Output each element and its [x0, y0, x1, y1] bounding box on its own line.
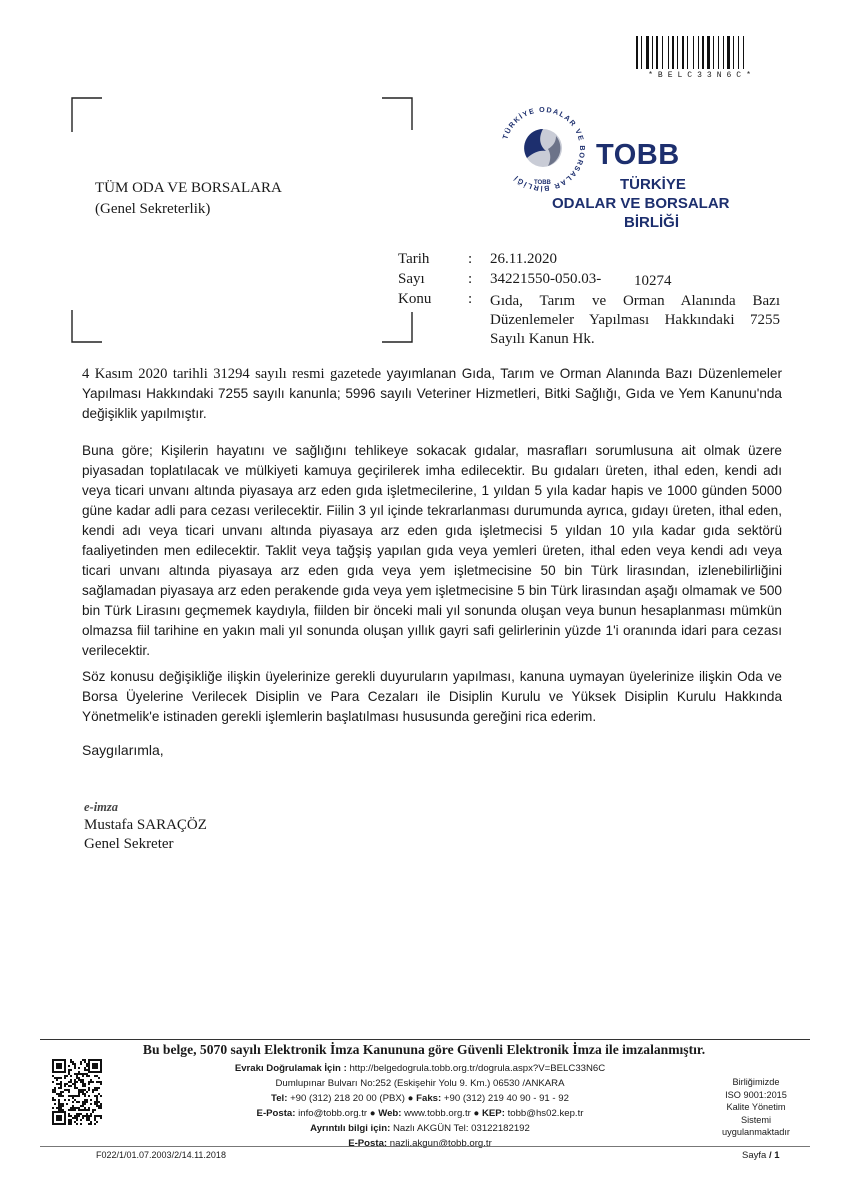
barcode-bar: [733, 36, 734, 69]
barcode-bar: [718, 36, 719, 69]
web-value[interactable]: www.tobb.org.tr: [404, 1108, 471, 1119]
page-label: Sayfa: [742, 1150, 767, 1161]
recipient-name: TÜM ODA VE BORSALARA: [95, 180, 282, 196]
barcode-bar: [668, 36, 669, 69]
iso-line-4: Sistemi: [740, 1114, 772, 1125]
bullet-icon: ●: [473, 1108, 480, 1119]
info-value: Nazlı AKGÜN Tel: 03122182192: [392, 1123, 530, 1134]
address-window-marks: [70, 96, 420, 346]
barcode-bar: [646, 36, 649, 69]
barcode-bar: [698, 36, 699, 69]
footer-phone-line: [150, 1091, 690, 1106]
barcode-bar: [735, 36, 737, 69]
fax-value: +90 (312) 219 40 90 - 91 - 92: [443, 1093, 569, 1104]
paragraph-1: [82, 364, 782, 424]
footer-contact-block: [150, 1061, 690, 1151]
number-value: 34221550-050.03-: [490, 271, 602, 287]
logo-line-turkiye: TÜRKİYE: [620, 176, 686, 193]
fax-label: Faks:: [416, 1093, 442, 1104]
tel-value: +90 (312) 218 20 00 (PBX): [290, 1093, 405, 1104]
verification-qr-code-icon: [52, 1059, 102, 1125]
subject-colon: :: [468, 291, 473, 307]
subject-label: Konu: [398, 291, 432, 307]
signatory-name: Mustafa SARAÇÖZ: [84, 817, 207, 833]
paragraph-1-rest: yayımlanan Gıda, Tarım ve Orman Alanında Bazı Düzenlemeler Yapılması Hakkındaki 7255 sayılı kanunla; 5996 sayılı Veteriner Hizmetleri, Bitki Sağlığı, Gıda ve Yem Kanunu'nda değişiklik yapılmıştır.: [82, 366, 782, 421]
kep-value: tobb@hs02.kep.tr: [507, 1108, 584, 1119]
logo-line-odalar: ODALAR VE BORSALAR: [552, 195, 730, 212]
paragraph-3: [82, 667, 782, 727]
barcode-bar: [664, 36, 667, 69]
barcode-bar: [670, 36, 671, 69]
barcode-bar: [662, 36, 663, 69]
barcode-bar: [636, 36, 638, 69]
iso-line-2: ISO 9001:2015: [725, 1089, 787, 1100]
barcode-bar: [743, 36, 744, 69]
footer-divider: [40, 1039, 810, 1040]
barcode-bar: [641, 36, 642, 69]
iso-line-1: Birliğimizde: [732, 1077, 780, 1087]
barcode-bar: [731, 36, 732, 69]
barcode-code: *BELC33N6C*: [648, 71, 756, 80]
bullet-icon: ●: [407, 1093, 414, 1104]
footer-web-line: [150, 1106, 690, 1121]
barcode-bar: [675, 36, 676, 69]
barcode-bar: [727, 36, 730, 69]
logo-line-birligi: BİRLİĞİ: [624, 214, 679, 231]
barcode-bar: [685, 36, 686, 69]
barcode-bar: [682, 36, 684, 69]
barcode-bar: [725, 36, 726, 69]
bullet-icon: ●: [369, 1108, 376, 1119]
document-barcode: [636, 36, 768, 82]
footer-esignature-notice: Bu belge, 5070 sayılı Elektronik İmza Kanununa göre Güvenli Elektronik İmza ile imzalanmıştır.: [142, 1042, 706, 1057]
barcode-bar: [687, 36, 688, 69]
footer-info-line: [150, 1121, 690, 1136]
iso-certification-note: [706, 1076, 806, 1139]
barcode-bar: [679, 36, 681, 69]
e-signature-mark: e-imza: [84, 800, 119, 814]
barcode-bar: [677, 36, 678, 69]
tobb-wordmark: TOBB: [596, 139, 680, 171]
date-label: Tarih: [398, 251, 430, 267]
barcode-bar: [672, 36, 674, 69]
barcode-bar: [715, 36, 717, 69]
recipient-department: (Genel Sekreterlik): [95, 201, 211, 217]
tobb-emblem-icon: [496, 102, 590, 196]
logo-ring-text: TÜRKİYE ODALAR VE BORSALAR BİRLİĞİ: [500, 104, 588, 194]
page-number: [742, 1150, 780, 1161]
barcode-bar: [720, 36, 722, 69]
barcode-bar: [639, 36, 640, 69]
footer-address: Dumlupınar Bulvarı No:252 (Eskişehir Yolu 9. Km.) 06530 /ANKARA: [275, 1078, 565, 1089]
email-value[interactable]: info@tobb.org.tr: [298, 1108, 368, 1119]
barcode-bar: [713, 36, 714, 69]
barcode-bar: [707, 36, 710, 69]
barcode-bar: [711, 36, 712, 69]
barcode-bar: [652, 36, 653, 69]
number-suffix: 10274: [634, 273, 672, 289]
barcode-bar: [745, 36, 746, 69]
barcode-bar: [705, 36, 706, 69]
date-value: 26.11.2020: [490, 251, 557, 267]
number-colon: :: [468, 271, 473, 287]
barcode-bar: [689, 36, 692, 69]
verify-label: Evrakı Doğrulamak İçin :: [234, 1063, 347, 1074]
barcode-bar: [723, 36, 724, 69]
barcode-bar: [740, 36, 742, 69]
barcode-bar: [656, 36, 658, 69]
kep-label: KEP:: [481, 1108, 505, 1119]
iso-line-5: uygulanmaktadır: [722, 1127, 790, 1137]
footer-info-email-line: [150, 1136, 690, 1151]
signatory-title: Genel Sekreter: [84, 836, 174, 852]
closing-line: Saygılarımla,: [82, 742, 164, 758]
barcode-bar: [643, 36, 645, 69]
footer-verify-line: [150, 1061, 690, 1076]
barcode-bar: [738, 36, 739, 69]
paragraph-2-text: Buna göre; Kişilerin hayatını ve sağlığını tehlikeye sokacak gıdalar, masrafları sorumlusuna ait olmak üzere piyasadan toplatılacak ve mülkiyeti kamuya geçirilerek imha edilecektir. Bu gıdaları üreten, ithal eden, kendi adı veya ticari unvanı altında piyasaya arz eden gıda işletmecilerine, 1 yıldan 5 yıla kadar hapis ve 1000 günden 5000 güne kadar adli para cezası verilecektir. Fiilin 3 yıl içinde tekrarlanması durumunda ayrıca, gıdayı üreten, ithal eden, kendi adı veya ticari unvanı altında piyasaya arz eden gıda işletmecisi 5 yıldan 10 yıla kadar gıda sektörü faaliyetinden men edilecektir. Taklit veya tağşiş yapılan gıda veya yemleri üreten, ithal eden veya kendi adı veya ticari unvanı altında piyasaya arz eden gıda veya yem işletmecisine 50 bin Türk lirasından, izlenebilirliğini sağlamadan piyasaya arz eden perakende gıda veya yem işletmecisine 5 bin Türk lirasından aşağı olmamak ve 500 bin Türk Lirasını geçmemek kaydıyla, fiilden bir önceki mali yıl sonunda oluşan veya bunun hesaplanması mümkün olmazsa fiil tarihine en yakın mali yıl sonunda oluşan yıllık gayri safi gelirlerinin yüzde 1'i oranında idari para cezası verilecektir.: [82, 443, 782, 658]
barcode-bar: [659, 36, 661, 69]
barcode-bar: [700, 36, 701, 69]
tel-label: Tel:: [271, 1093, 288, 1104]
paragraph-2: [82, 441, 782, 661]
number-label: Sayı: [398, 271, 425, 287]
subject-value: Gıda, Tarım ve Orman Alanında Bazı Düzenlemeler Yapılması Hakkındaki 7255 Sayılı Kanun Hk.: [490, 293, 780, 347]
barcode-bar: [702, 36, 704, 69]
paragraph-1-lead: 4 Kasım 2020 tarihli 31294 sayılı resmi gazetede: [82, 366, 382, 382]
page-value: / 1: [768, 1150, 780, 1161]
footer-bottom-divider: [40, 1146, 810, 1147]
barcode-bar: [654, 36, 655, 69]
barcode-bar: [650, 36, 651, 69]
info-email-value[interactable]: nazli.akgun@tobb.org.tr: [389, 1138, 492, 1149]
web-label: Web:: [378, 1108, 402, 1119]
logo-small-label: TOBB: [534, 180, 551, 186]
paragraph-3-text: Söz konusu değişikliğe ilişkin üyelerinize gerekli duyuruların yapılması, kanuna uymayan üyelerinize ilişkin Oda ve Borsa Üyelerine Verilecek Disiplin ve Para Cezaları ile Disiplin Kurulu ve Yüksek Disiplin Kurulu Hakkında Yönetmelik'e istinaden gerekli işlemlerin başlatılması hususunda gereğini rica ederim.: [82, 669, 782, 724]
date-colon: :: [468, 251, 473, 267]
barcode-bars: [636, 36, 768, 69]
barcode-bar: [693, 36, 694, 69]
iso-line-3: Kalite Yönetim: [726, 1102, 786, 1112]
barcode-bar: [695, 36, 697, 69]
email-label: E-Posta:: [256, 1108, 296, 1119]
info-label: Ayrıntılı bilgi için:: [310, 1123, 391, 1134]
info-email-label: E-Posta:: [348, 1138, 388, 1149]
recipient-block: [95, 178, 282, 220]
verify-url[interactable]: http://belgedogrula.tobb.org.tr/dogrula.aspx?V=BELC33N6C: [349, 1063, 606, 1074]
form-code: F022/1/01.07.2003/2/14.11.2018: [96, 1150, 226, 1160]
